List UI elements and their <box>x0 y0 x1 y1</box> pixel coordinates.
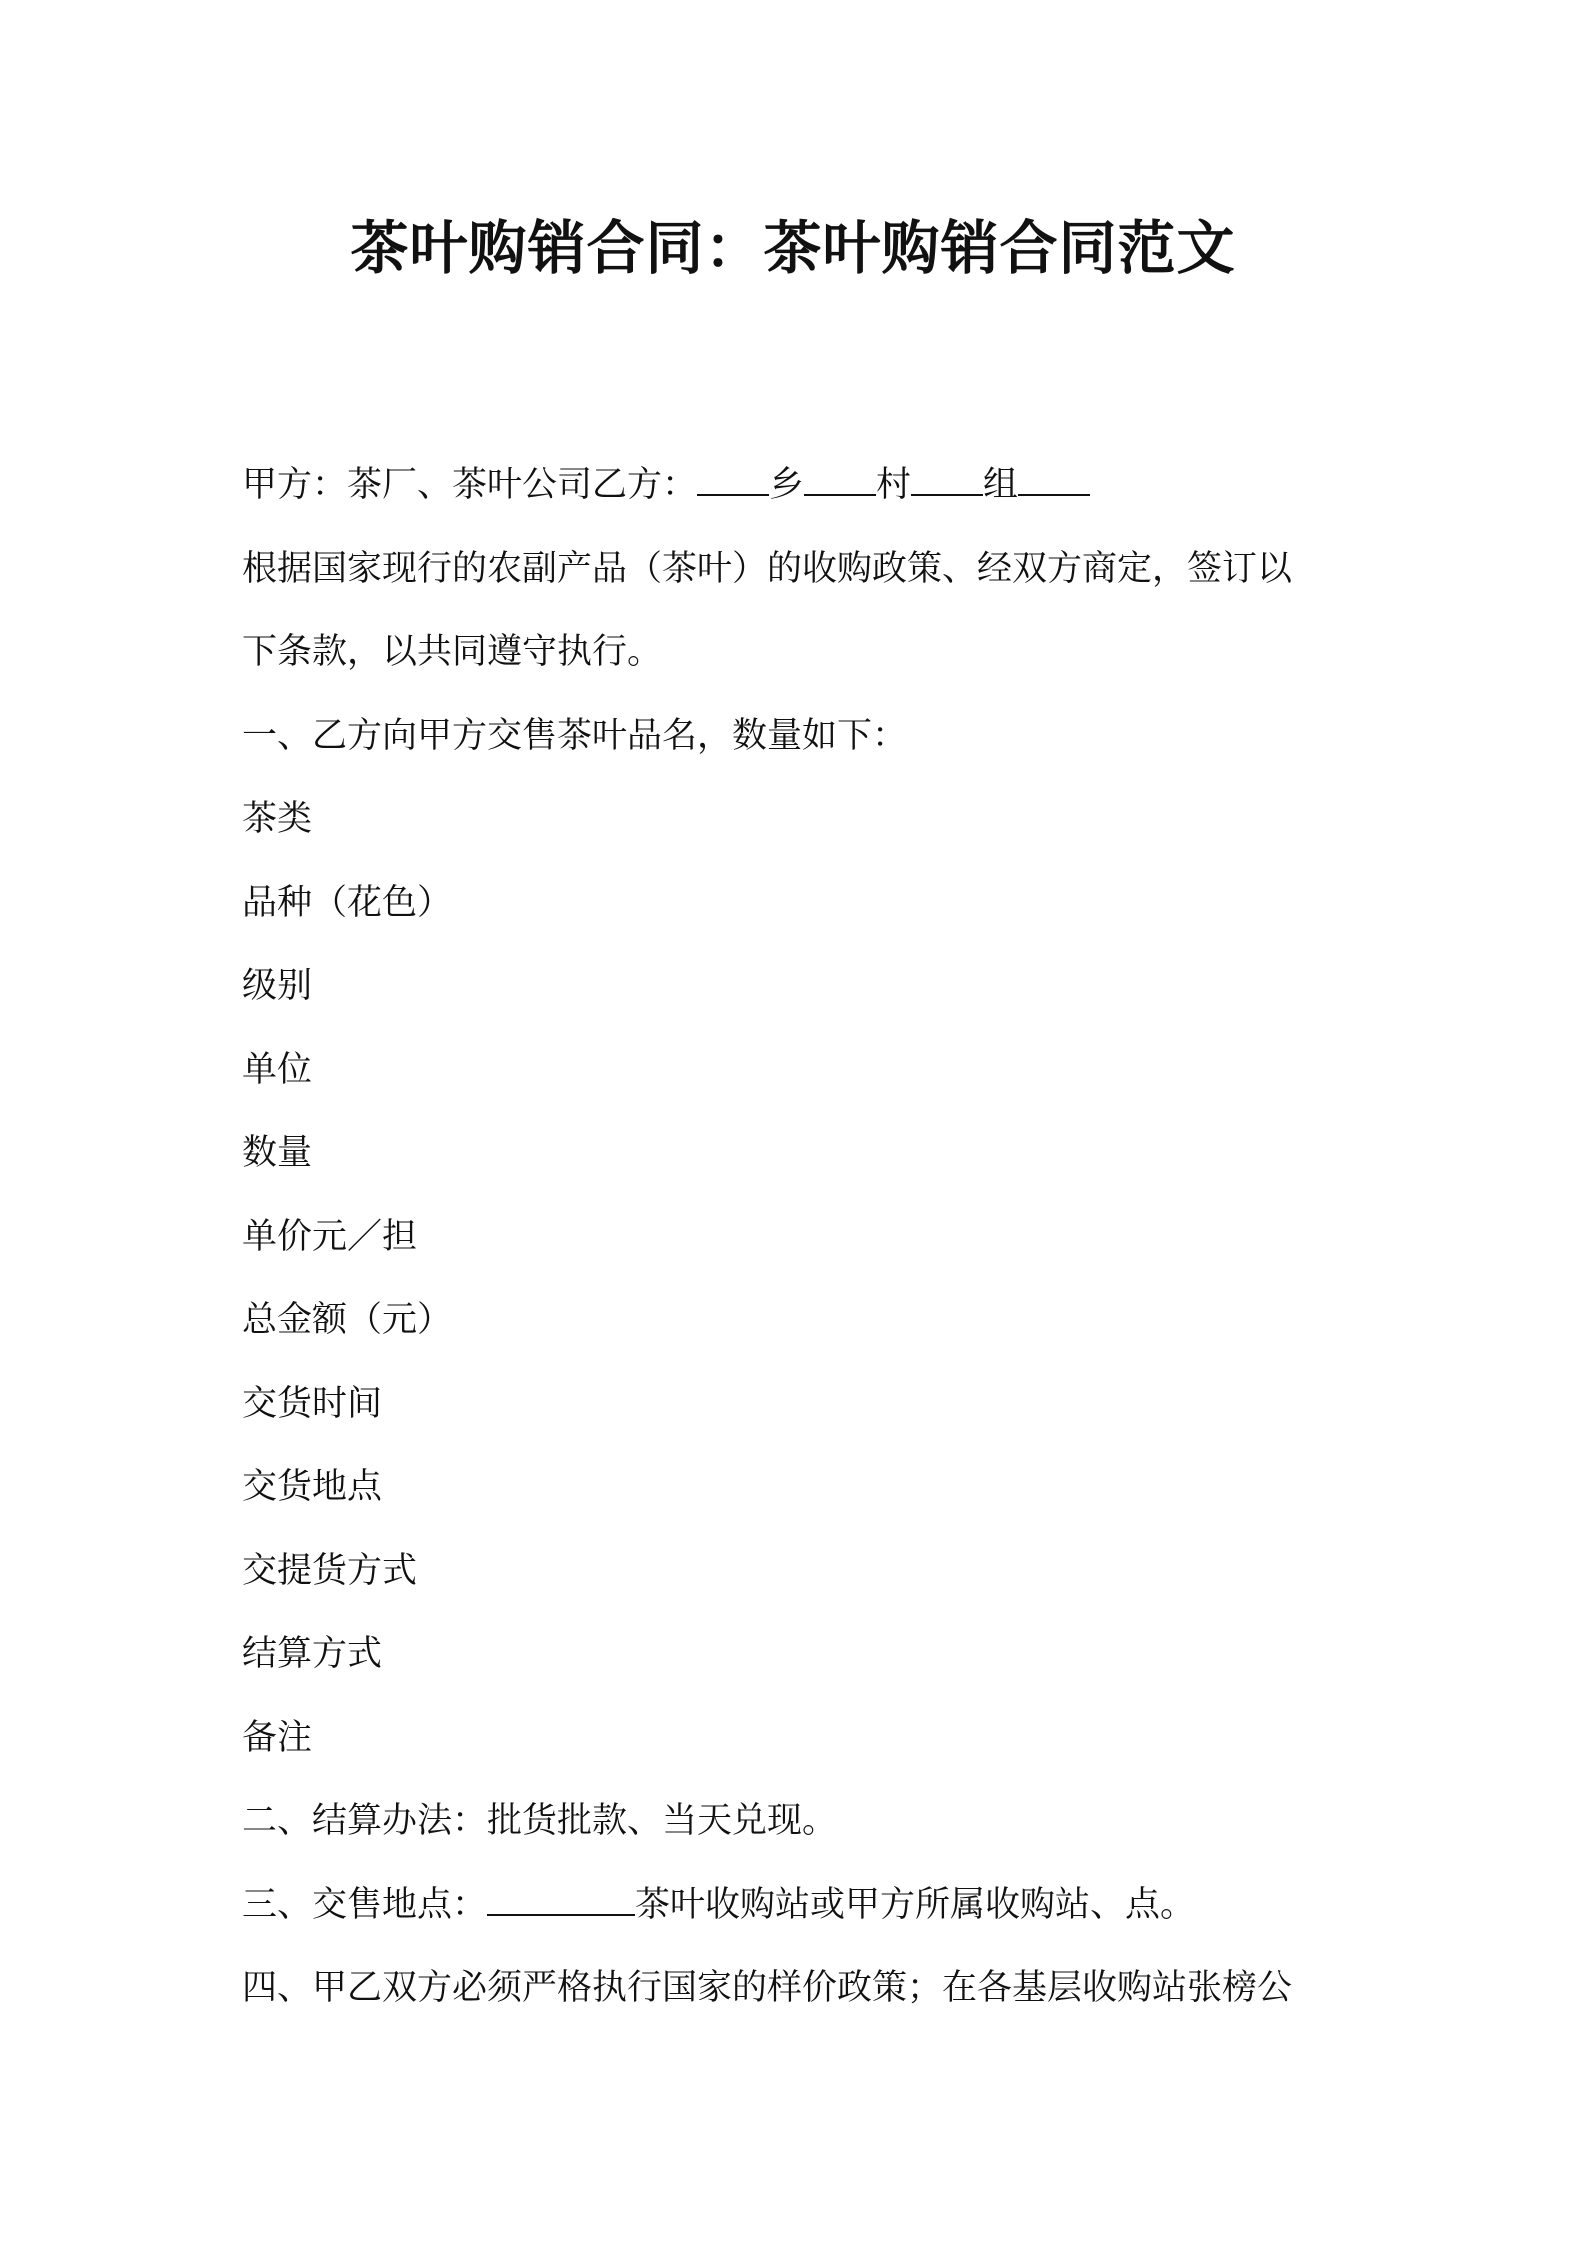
section-3 <box>242 1864 1362 1948</box>
field-delivery-method: 交提货方式 <box>242 1550 418 1591</box>
intro-line-2: 下条款，以共同遵守执行。 <box>242 632 663 672</box>
field-delivery-place: 交货地点 <box>242 1467 383 1507</box>
section-3-prefix: 三、交售地点： <box>242 1884 488 1925</box>
document-body <box>242 444 1362 2031</box>
blank-after-group <box>1018 464 1090 496</box>
parties-line <box>242 444 1362 528</box>
township-label: 乡 <box>769 465 805 505</box>
section-1-heading: 一、乙方向甲方交售茶叶品名，数量如下： <box>242 715 908 756</box>
field-grade: 级别 <box>242 966 313 1006</box>
field-unit-price: 单价元／担 <box>242 1216 418 1257</box>
field-total-amount: 总金额（元） <box>242 1300 453 1340</box>
document-title: 茶叶购销合同：茶叶购销合同范文 <box>350 214 1236 282</box>
field-delivery-time: 交货时间 <box>242 1383 383 1424</box>
blank-village <box>804 464 876 496</box>
field-unit: 单位 <box>242 1049 313 1090</box>
field-quantity: 数量 <box>242 1133 313 1173</box>
group-label: 组 <box>983 465 1019 505</box>
field-settlement-method: 结算方式 <box>242 1634 383 1674</box>
section-2: 二、结算办法：批货批款、当天兑现。 <box>242 1801 838 1841</box>
party-a-label: 甲方：茶厂、茶叶公司乙方： <box>242 465 698 505</box>
blank-group <box>911 464 983 496</box>
intro-line-1: 根据国家现行的农副产品（茶叶）的收购政策、经双方商定，签订以 <box>242 548 1293 589</box>
field-tea-type: 茶类 <box>242 799 313 839</box>
section-3-suffix: 茶叶收购站或甲方所属收购站、点。 <box>635 1884 1196 1925</box>
blank-township <box>697 464 769 496</box>
field-remarks: 备注 <box>242 1717 313 1758</box>
village-label: 村 <box>876 465 912 505</box>
section-4-line-1: 四、甲乙双方必须严格执行国家的样价政策；在各基层收购站张榜公 <box>242 1968 1293 2008</box>
field-variety: 品种（花色） <box>242 882 453 923</box>
blank-station <box>487 1884 635 1916</box>
